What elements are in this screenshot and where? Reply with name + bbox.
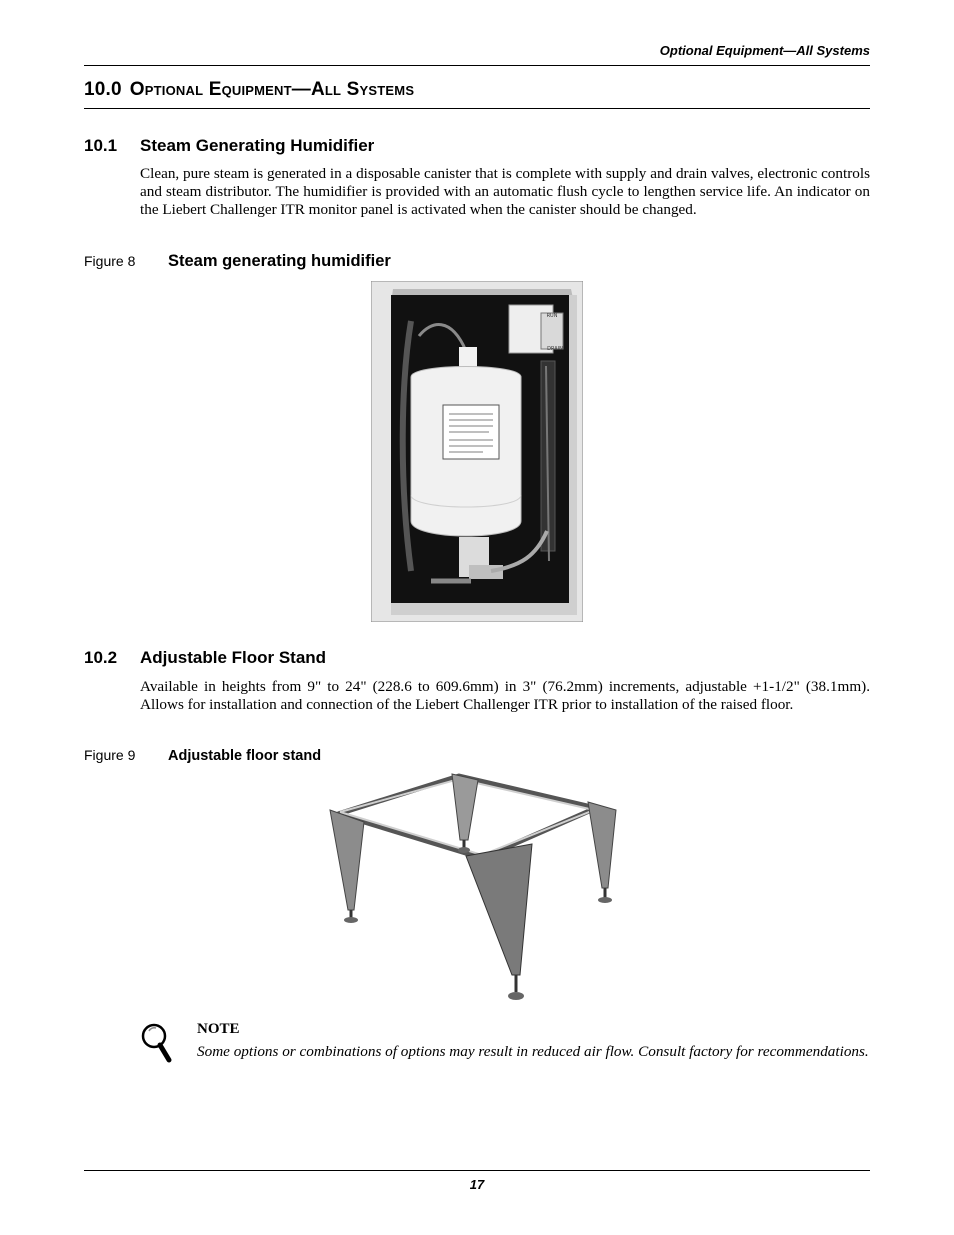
running-header: Optional Equipment—All Systems	[659, 43, 870, 58]
section-body-steam-humidifier: Clean, pure steam is generated in a disposable canister that is complete with supply and drain valves, electronic controls and steam distributor. The humidifier is provided with an automatic flush cycle to lengthen service life. An indicator on the Liebert Challenger ITR monitor panel is activated when the canister should be changed.	[140, 165, 870, 218]
figure-caption-9	[84, 747, 321, 765]
header-rule	[84, 65, 870, 66]
floor-stand-photo	[326, 770, 626, 1008]
section-body-floor-stand: Available in heights from 9" to 24" (228.6 to 609.6mm) in 3" (76.2mm) increments, adjustable +1-1/2" (38.1mm). Allows for installation and connection of the Liebert Challenger ITR prior to installation of the raised floor.	[140, 678, 870, 713]
footer-rule	[84, 1170, 870, 1171]
panel-label-run: RUN	[546, 313, 558, 319]
figure-title: Adjustable floor stand	[168, 748, 322, 764]
section-number: 10.1	[84, 136, 118, 155]
section-heading-floor-stand	[84, 648, 326, 668]
note-text: Some options or combinations of options may result in reduced air flow. Consult factory for recommendations.	[197, 1043, 869, 1060]
note-label: NOTE	[197, 1021, 240, 1037]
magnifier-icon	[140, 1022, 174, 1064]
figure-title: Steam generating humidifier	[168, 252, 391, 270]
section-heading-steam-humidifier	[84, 136, 374, 156]
panel-label-drain: DRAIN	[547, 346, 563, 352]
figure-number: Figure 9	[84, 747, 136, 763]
section-number: 10.2	[84, 648, 118, 667]
humidifier-photo	[371, 281, 583, 622]
figure-number: Figure 8	[84, 253, 136, 269]
figure-caption-8	[84, 252, 391, 271]
section-title: Steam Generating Humidifier	[140, 136, 375, 155]
section-title: Adjustable Floor Stand	[140, 648, 327, 667]
page-number: 17	[469, 1177, 485, 1192]
chapter-rule	[84, 108, 870, 109]
chapter-title-text: Optional Equipment—All Systems	[129, 79, 415, 100]
chapter-number: 10.0	[84, 79, 122, 100]
chapter-title	[84, 79, 414, 101]
